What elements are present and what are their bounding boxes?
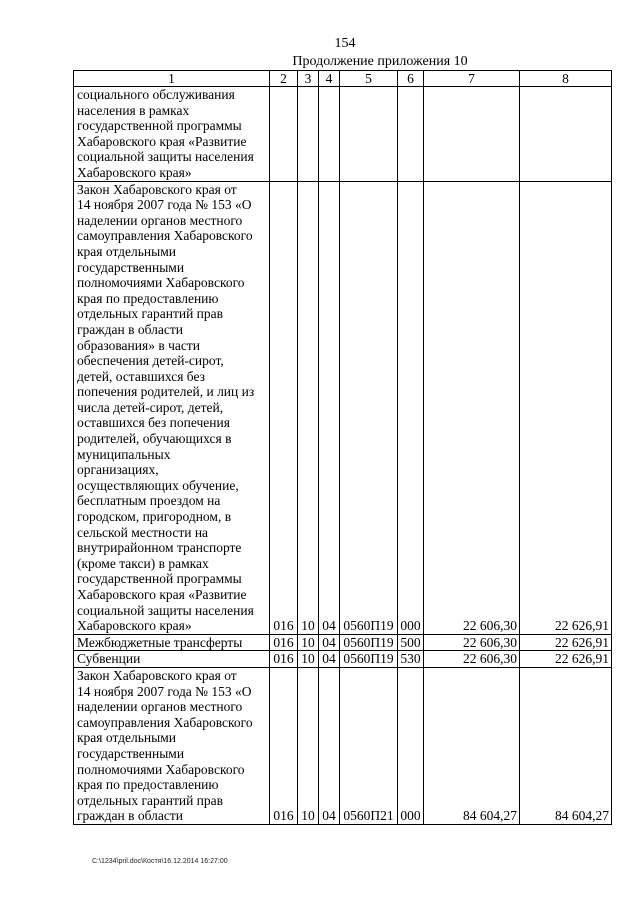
row-expense-type: 000 (398, 181, 424, 634)
row-target-article (340, 87, 398, 182)
row-subsection: 04 (319, 181, 340, 634)
row-description: Закон Хабаровского края от 14 ноября 2007 года № 153 «О наделении органов местного самоуправления Хабаровского края отдельными государственными полномочиями Хабаровского края по предоставлению отдельных гарантий прав граждан в области образования» в части обеспечения детей-сирот, детей, оставшихся без попечения родителей, и лиц из числа детей-сирот, детей, оставшихся без попечения родителей, обучающихся в муниципальных организациях, осуществляющих обучение, бесплатным проездом на городском, пригородном, в сельской местности на внутрирайонном транспорте (кроме такси) в рамках государственной программы Хабаровского края «Развитие социальной защиты населения Хабаровского края» (74, 181, 270, 634)
row-subsection: 04 (319, 634, 340, 651)
row-description: Закон Хабаровского края от 14 ноября 2007 года № 153 «О наделении органов местного самоуправления Хабаровского края отдельными государственными полномочиями Хабаровского края по предоставлению отдельных гарантий прав граждан в области (74, 667, 270, 824)
row-ministry-code: 016 (270, 667, 298, 824)
table-row (74, 651, 612, 668)
row-description: Субвенции (74, 651, 270, 668)
table-row (74, 667, 612, 824)
column-header-4: 4 (319, 71, 340, 87)
row-amount-2015: 22 606,30 (424, 651, 520, 668)
row-ministry-code (270, 87, 298, 182)
row-expense-type: 530 (398, 651, 424, 668)
row-subsection: 04 (319, 651, 340, 668)
table-row (74, 634, 612, 651)
row-expense-type (398, 87, 424, 182)
row-target-article: 0560П21 (340, 667, 398, 824)
row-subsection (319, 87, 340, 182)
column-header-2: 2 (270, 71, 298, 87)
row-amount-2016: 22 626,91 (520, 651, 612, 668)
table-row (74, 181, 612, 634)
column-header-6: 6 (398, 71, 424, 87)
row-amount-2015 (424, 87, 520, 182)
row-ministry-code: 016 (270, 181, 298, 634)
row-subsection: 04 (319, 667, 340, 824)
row-section: 10 (298, 181, 319, 634)
row-description: Межбюджетные трансферты (74, 634, 270, 651)
column-header-8: 8 (520, 71, 612, 87)
row-section: 10 (298, 634, 319, 651)
row-target-article: 0560П19 (340, 181, 398, 634)
row-section: 10 (298, 667, 319, 824)
row-amount-2016: 22 626,91 (520, 181, 612, 634)
row-expense-type: 500 (398, 634, 424, 651)
row-amount-2015: 22 606,30 (424, 634, 520, 651)
row-amount-2016 (520, 87, 612, 182)
row-expense-type: 000 (398, 667, 424, 824)
column-header-7: 7 (424, 71, 520, 87)
continuation-title: Продолжение приложения 10 (292, 54, 468, 69)
row-amount-2016: 84 604,27 (520, 667, 612, 824)
row-target-article: 0560П19 (340, 651, 398, 668)
header-row (74, 71, 612, 87)
table-row (74, 87, 612, 182)
page-number: 154 (334, 36, 356, 51)
row-description: социального обслуживания населения в рамках государственной программы Хабаровского края «Развитие социальной защиты населения Хабаровского края» (74, 87, 270, 182)
row-ministry-code: 016 (270, 634, 298, 651)
row-target-article: 0560П19 (340, 634, 398, 651)
row-section (298, 87, 319, 182)
row-section: 10 (298, 651, 319, 668)
column-header-5: 5 (340, 71, 398, 87)
row-amount-2016: 22 626,91 (520, 634, 612, 651)
file-path-footer: C:\1234\pril.doc\Костя\16.12.2014 16:27:00 (92, 858, 228, 865)
column-header-1: 1 (74, 71, 270, 87)
budget-table (73, 70, 612, 825)
row-amount-2015: 22 606,30 (424, 181, 520, 634)
row-ministry-code: 016 (270, 651, 298, 668)
column-header-3: 3 (298, 71, 319, 87)
row-amount-2015: 84 604,27 (424, 667, 520, 824)
